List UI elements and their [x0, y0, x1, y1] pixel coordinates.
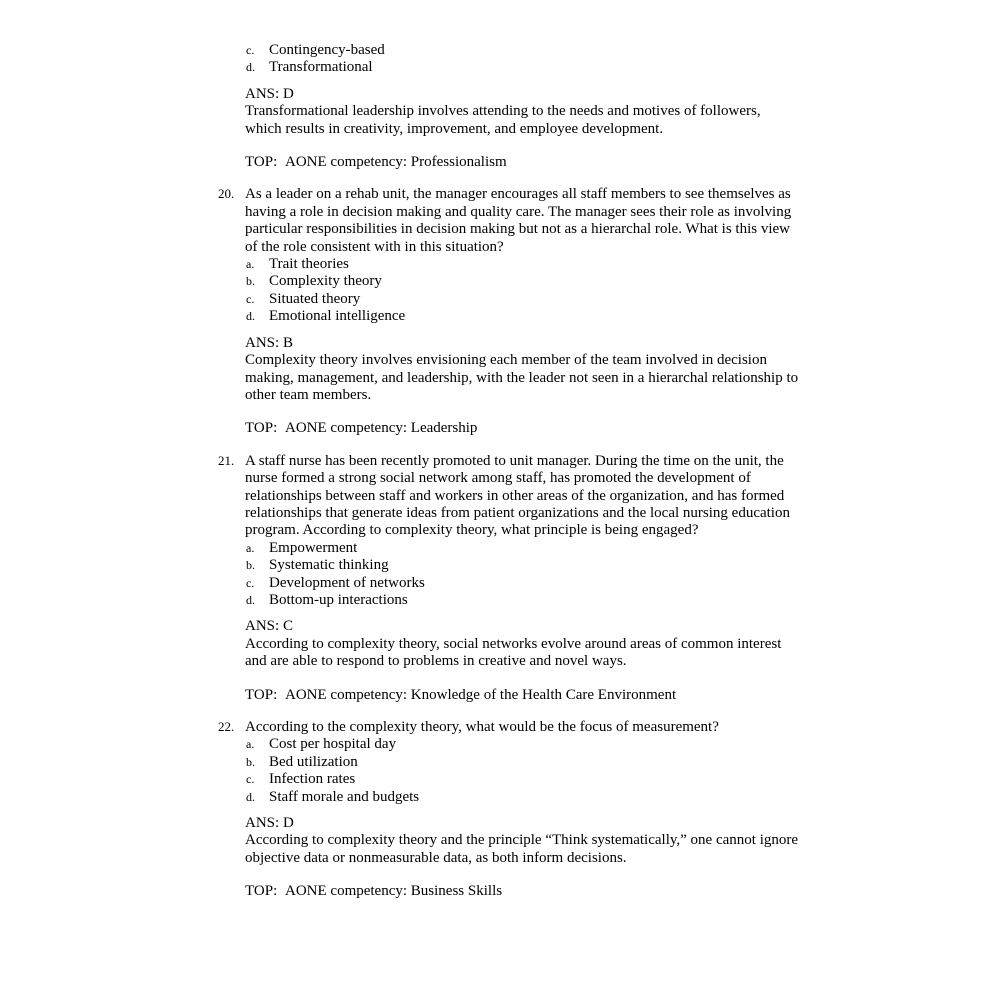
answer-value: C — [283, 618, 294, 635]
question-stem: According to the complexity theory, what would be the focus of measurement? — [245, 719, 719, 735]
option-text: Empowerment — [269, 539, 358, 556]
option-letter: d. — [246, 309, 255, 324]
rationale-text: According to complexity theory and the principle “Think systematically,” one cannot ignore objective data or nonmeasurable data, as both inform decisions. — [245, 832, 799, 866]
rationale-text: Complexity theory involves envisioning each member of the team involved in decision making, management, and leadership, with the leader not seen in a hierarchal relationship to other team members. — [245, 352, 799, 403]
option-row — [246, 771, 800, 788]
option-letter: a. — [246, 737, 255, 752]
option-text: Situated theory — [269, 290, 361, 307]
option-row — [246, 736, 800, 753]
rationale-text: According to complexity theory, social networks evolve around areas of common interest and are able to respond to problems in creative and novel ways. — [245, 635, 782, 670]
option-text: Development of networks — [269, 574, 425, 591]
option-letter: d. — [246, 592, 255, 607]
answer-value: B — [283, 334, 294, 351]
topic-value: AONE competency: Business Skills — [285, 883, 503, 900]
option-text: Contingency-based — [269, 42, 385, 58]
topic-row — [245, 154, 800, 171]
question-body — [245, 453, 800, 704]
topic-value: AONE competency: Professionalism — [285, 154, 507, 171]
answer-label: ANS: — [245, 334, 280, 351]
option-text: Infection rates — [269, 771, 356, 788]
topic-label: TOP: — [245, 420, 278, 437]
option-text: Staff morale and budgets — [269, 788, 420, 805]
rationale-text: Transformational leadership involves attending to the needs and motives of followers, which results in creativity, improvement, and employee development. — [245, 103, 761, 137]
answer-label: ANS: — [245, 815, 280, 832]
topic-value: AONE competency: Knowledge of the Health Care Environment — [285, 686, 677, 703]
option-row — [246, 256, 800, 273]
answer-row — [245, 335, 800, 352]
option-text: Trait theories — [269, 256, 349, 273]
option-letter: b. — [246, 558, 255, 573]
option-letter: c. — [246, 291, 255, 306]
answer-value: D — [283, 815, 294, 832]
option-row — [246, 754, 800, 771]
option-letter: c. — [246, 575, 255, 590]
topic-label: TOP: — [245, 883, 278, 900]
answer-row — [245, 618, 800, 635]
option-row — [246, 291, 800, 308]
option-letter: d. — [246, 789, 255, 804]
question-body — [245, 719, 800, 901]
topic-row — [245, 420, 800, 437]
option-letter: b. — [246, 274, 255, 289]
option-letter: b. — [246, 754, 255, 769]
question-block-partial — [245, 42, 800, 171]
option-text: Emotional intelligence — [269, 308, 406, 325]
answer-label: ANS: — [245, 85, 280, 102]
topic-label: TOP: — [245, 686, 278, 703]
option-row — [246, 273, 800, 290]
option-text: Systematic thinking — [269, 557, 389, 574]
option-row — [246, 59, 800, 76]
question-number: 20. — [218, 186, 235, 202]
answer-row — [245, 86, 800, 103]
question-number: 22. — [218, 719, 235, 734]
option-text: Transformational — [269, 59, 373, 76]
option-text: Bed utilization — [269, 753, 358, 770]
option-row — [246, 575, 800, 592]
test-bank-content — [218, 42, 800, 901]
answer-value: D — [283, 85, 294, 102]
option-text: Bottom-up interactions — [269, 591, 408, 608]
question-stem: As a leader on a rehab unit, the manager encourages all staff members to see themselves as having a role in decision making and quality care. The manager sees their role as involving particular responsibilities in decision making but not as a hierarchal role. What is this view of the role consistent with in this situation? — [245, 186, 792, 255]
question-block — [218, 452, 800, 704]
option-text: Complexity theory — [269, 273, 382, 290]
option-row — [246, 592, 800, 609]
option-letter: a. — [246, 540, 255, 555]
option-text: Cost per hospital day — [269, 736, 397, 753]
option-row — [246, 540, 800, 557]
question-body — [245, 186, 800, 437]
answer-label: ANS: — [245, 618, 280, 635]
topic-row — [245, 883, 800, 900]
option-row — [246, 308, 800, 325]
question-number: 21. — [218, 452, 235, 468]
question-stem: A staff nurse has been recently promoted to unit manager. During the time on the unit, the nurse formed a strong social network among staff, has promoted the development of relationships between staff and workers in other areas of the organization, and has formed relationships that generate ideas from patient organizations and the local nursing education program. According to complexity theory, what principle is being engaged? — [245, 452, 790, 539]
answer-row — [245, 815, 800, 832]
option-letter: c. — [246, 772, 255, 787]
option-row — [246, 557, 800, 574]
option-letter: d. — [246, 60, 255, 75]
option-row — [246, 789, 800, 806]
topic-label: TOP: — [245, 154, 278, 171]
option-letter: a. — [246, 257, 255, 272]
question-block — [218, 718, 800, 901]
question-block — [218, 185, 800, 437]
option-letter: c. — [246, 43, 255, 57]
topic-value: AONE competency: Leadership — [285, 420, 478, 437]
topic-row — [245, 687, 800, 704]
option-row — [246, 42, 800, 59]
